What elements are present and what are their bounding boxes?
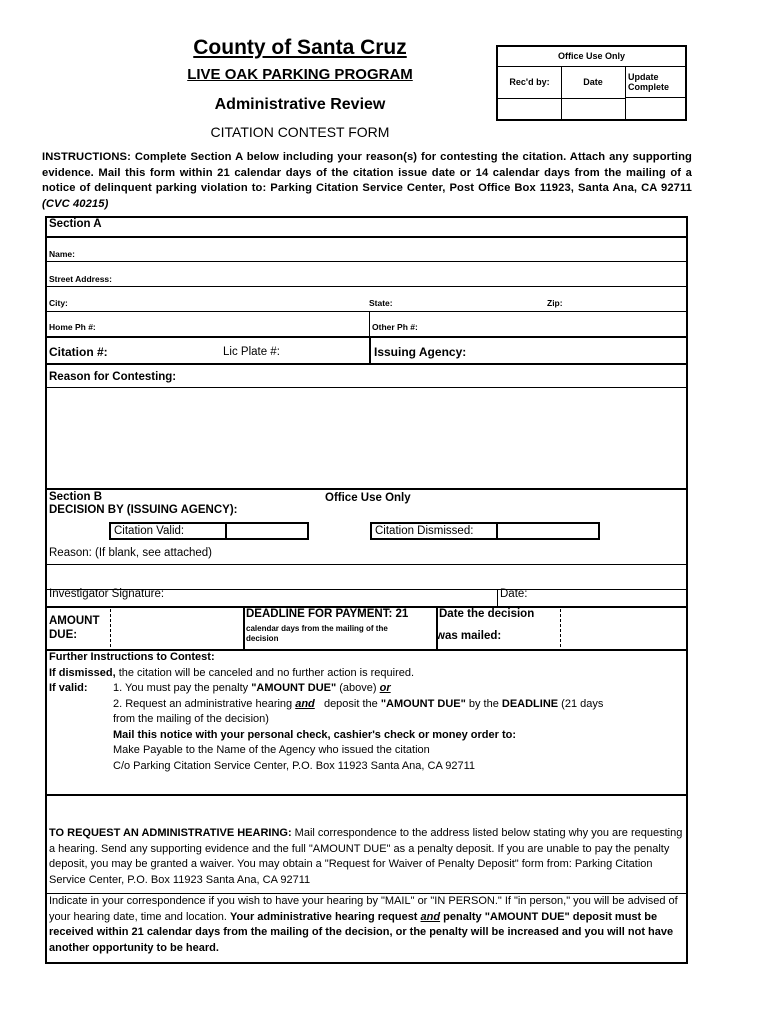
citation-dismissed-box[interactable] — [370, 522, 600, 540]
citation-valid-label: Citation Valid: — [114, 525, 185, 537]
date-field[interactable] — [561, 98, 626, 121]
instructions — [42, 150, 692, 212]
city-label: City: — [49, 298, 68, 308]
mailed-label-2: was mailed: — [436, 630, 502, 642]
county-title: County of Santa Cruz — [193, 36, 407, 59]
zip-label: Zip: — [547, 298, 563, 308]
citation-label: Citation #: — [49, 345, 108, 359]
citation-dismissed-label: Citation Dismissed: — [375, 525, 474, 537]
decision-label: DECISION BY (ISSUING AGENCY): — [49, 504, 238, 516]
recd-by-field[interactable] — [498, 98, 562, 121]
hearing-text: TO REQUEST AN ADMINISTRATIVE HEARING: Mail correspondence to the address listed below stating why you are requesting a hearing. Send any supporting evidence and the full "AMOUNT DUE" as a penalty deposit. If you are unable to pay the penalty deposit, you may be granted a waiver. You may obtain a "Request for Waiver of Penalty Deposit" form from: Parking Citation Service Center, P.O. Box 11923 Santa Ana, CA 92711 — [49, 827, 683, 886]
state-label: State: — [369, 298, 393, 308]
street-label: Street Address: — [49, 274, 112, 284]
office-use-label: Office Use Only — [325, 492, 411, 504]
office-use-title: Office Use Only — [498, 47, 685, 67]
citation-valid-box[interactable] — [109, 522, 309, 540]
instructions-code: (CVC 40215) — [42, 197, 109, 210]
street-field[interactable] — [47, 262, 686, 286]
amount-due-label: AMOUNT DUE: — [49, 615, 100, 641]
office-use-box — [496, 45, 687, 121]
other-phone-label: Other Ph #: — [372, 322, 418, 332]
investigator-label: Investigator Signature: — [49, 588, 165, 600]
reason-field[interactable] — [47, 388, 686, 488]
date-b-label: Date: — [500, 588, 528, 600]
reason-b-field[interactable] — [47, 565, 686, 589]
deadline-label: DEADLINE FOR PAYMENT: 21 — [246, 608, 409, 620]
further-instructions: Further Instructions to Contest: If dismissed, the citation will be canceled and no further action is required. If valid: 1. You must pay the penalty "AMOUNT DUE" (above) or 2. Request an administrative hearing and deposit the "AMOUNT DUE" by the DEADLINE (21 days from the mailing of the decision) Mail this notice with your personal check, cashier's check or money order to: Make Payable to the Name of the Agency who issued the citation C/o Parking Citation Service Center, P.O. Box 11923 Santa Ana, CA 92711 — [49, 651, 604, 772]
plate-label: Lic Plate #: — [223, 346, 280, 358]
update-complete-label: Update Complete — [625, 66, 685, 98]
name-field[interactable] — [47, 237, 686, 261]
date-label: Date — [561, 66, 626, 99]
contest-form — [45, 216, 688, 964]
section-b-title: Section B — [49, 491, 103, 503]
mailed-label-1: Date the decision — [439, 608, 535, 620]
update-complete-field[interactable] — [625, 98, 685, 121]
form-title: CITATION CONTEST FORM — [210, 124, 390, 140]
reason-b-label: Reason: (If blank, see attached) — [49, 547, 213, 559]
recd-by-label: Rec'd by: — [498, 66, 562, 99]
review-title: Administrative Review — [214, 96, 386, 113]
name-label: Name: — [49, 249, 75, 259]
reason-label: Reason for Contesting: — [49, 371, 177, 383]
section-a-title: Section A — [49, 218, 102, 230]
agency-label: Issuing Agency: — [374, 345, 467, 359]
program-title: LIVE OAK PARKING PROGRAM — [187, 66, 413, 83]
deadline-sub: calendar days from the mailing of the decision — [246, 624, 388, 643]
instructions-text: INSTRUCTIONS: Complete Section A below including your reason(s) for contesting the citation. Attach any supporting evidence. Mail this form within 21 calendar days of the citation issue date or 14 calendar days from the mailing of a notice of delinquent parking violation to: Parking Citation Service Center, Post Office Box 11923, Santa Ana, CA 92711 — [42, 151, 692, 194]
home-phone-label: Home Ph #: — [49, 322, 96, 332]
hearing-indicate: Indicate in your correspondence if you wish to have your hearing by "MAIL" or "IN PERSON." If "in person," you will be advised of your hearing date, time and location. Your administrative hearing request and penalty "AMOUNT DUE" deposit must be received within 21 calendar days from the mailing of the decision, or the penalty will be increased and you will not have another opportunity to be heard. — [49, 895, 678, 954]
